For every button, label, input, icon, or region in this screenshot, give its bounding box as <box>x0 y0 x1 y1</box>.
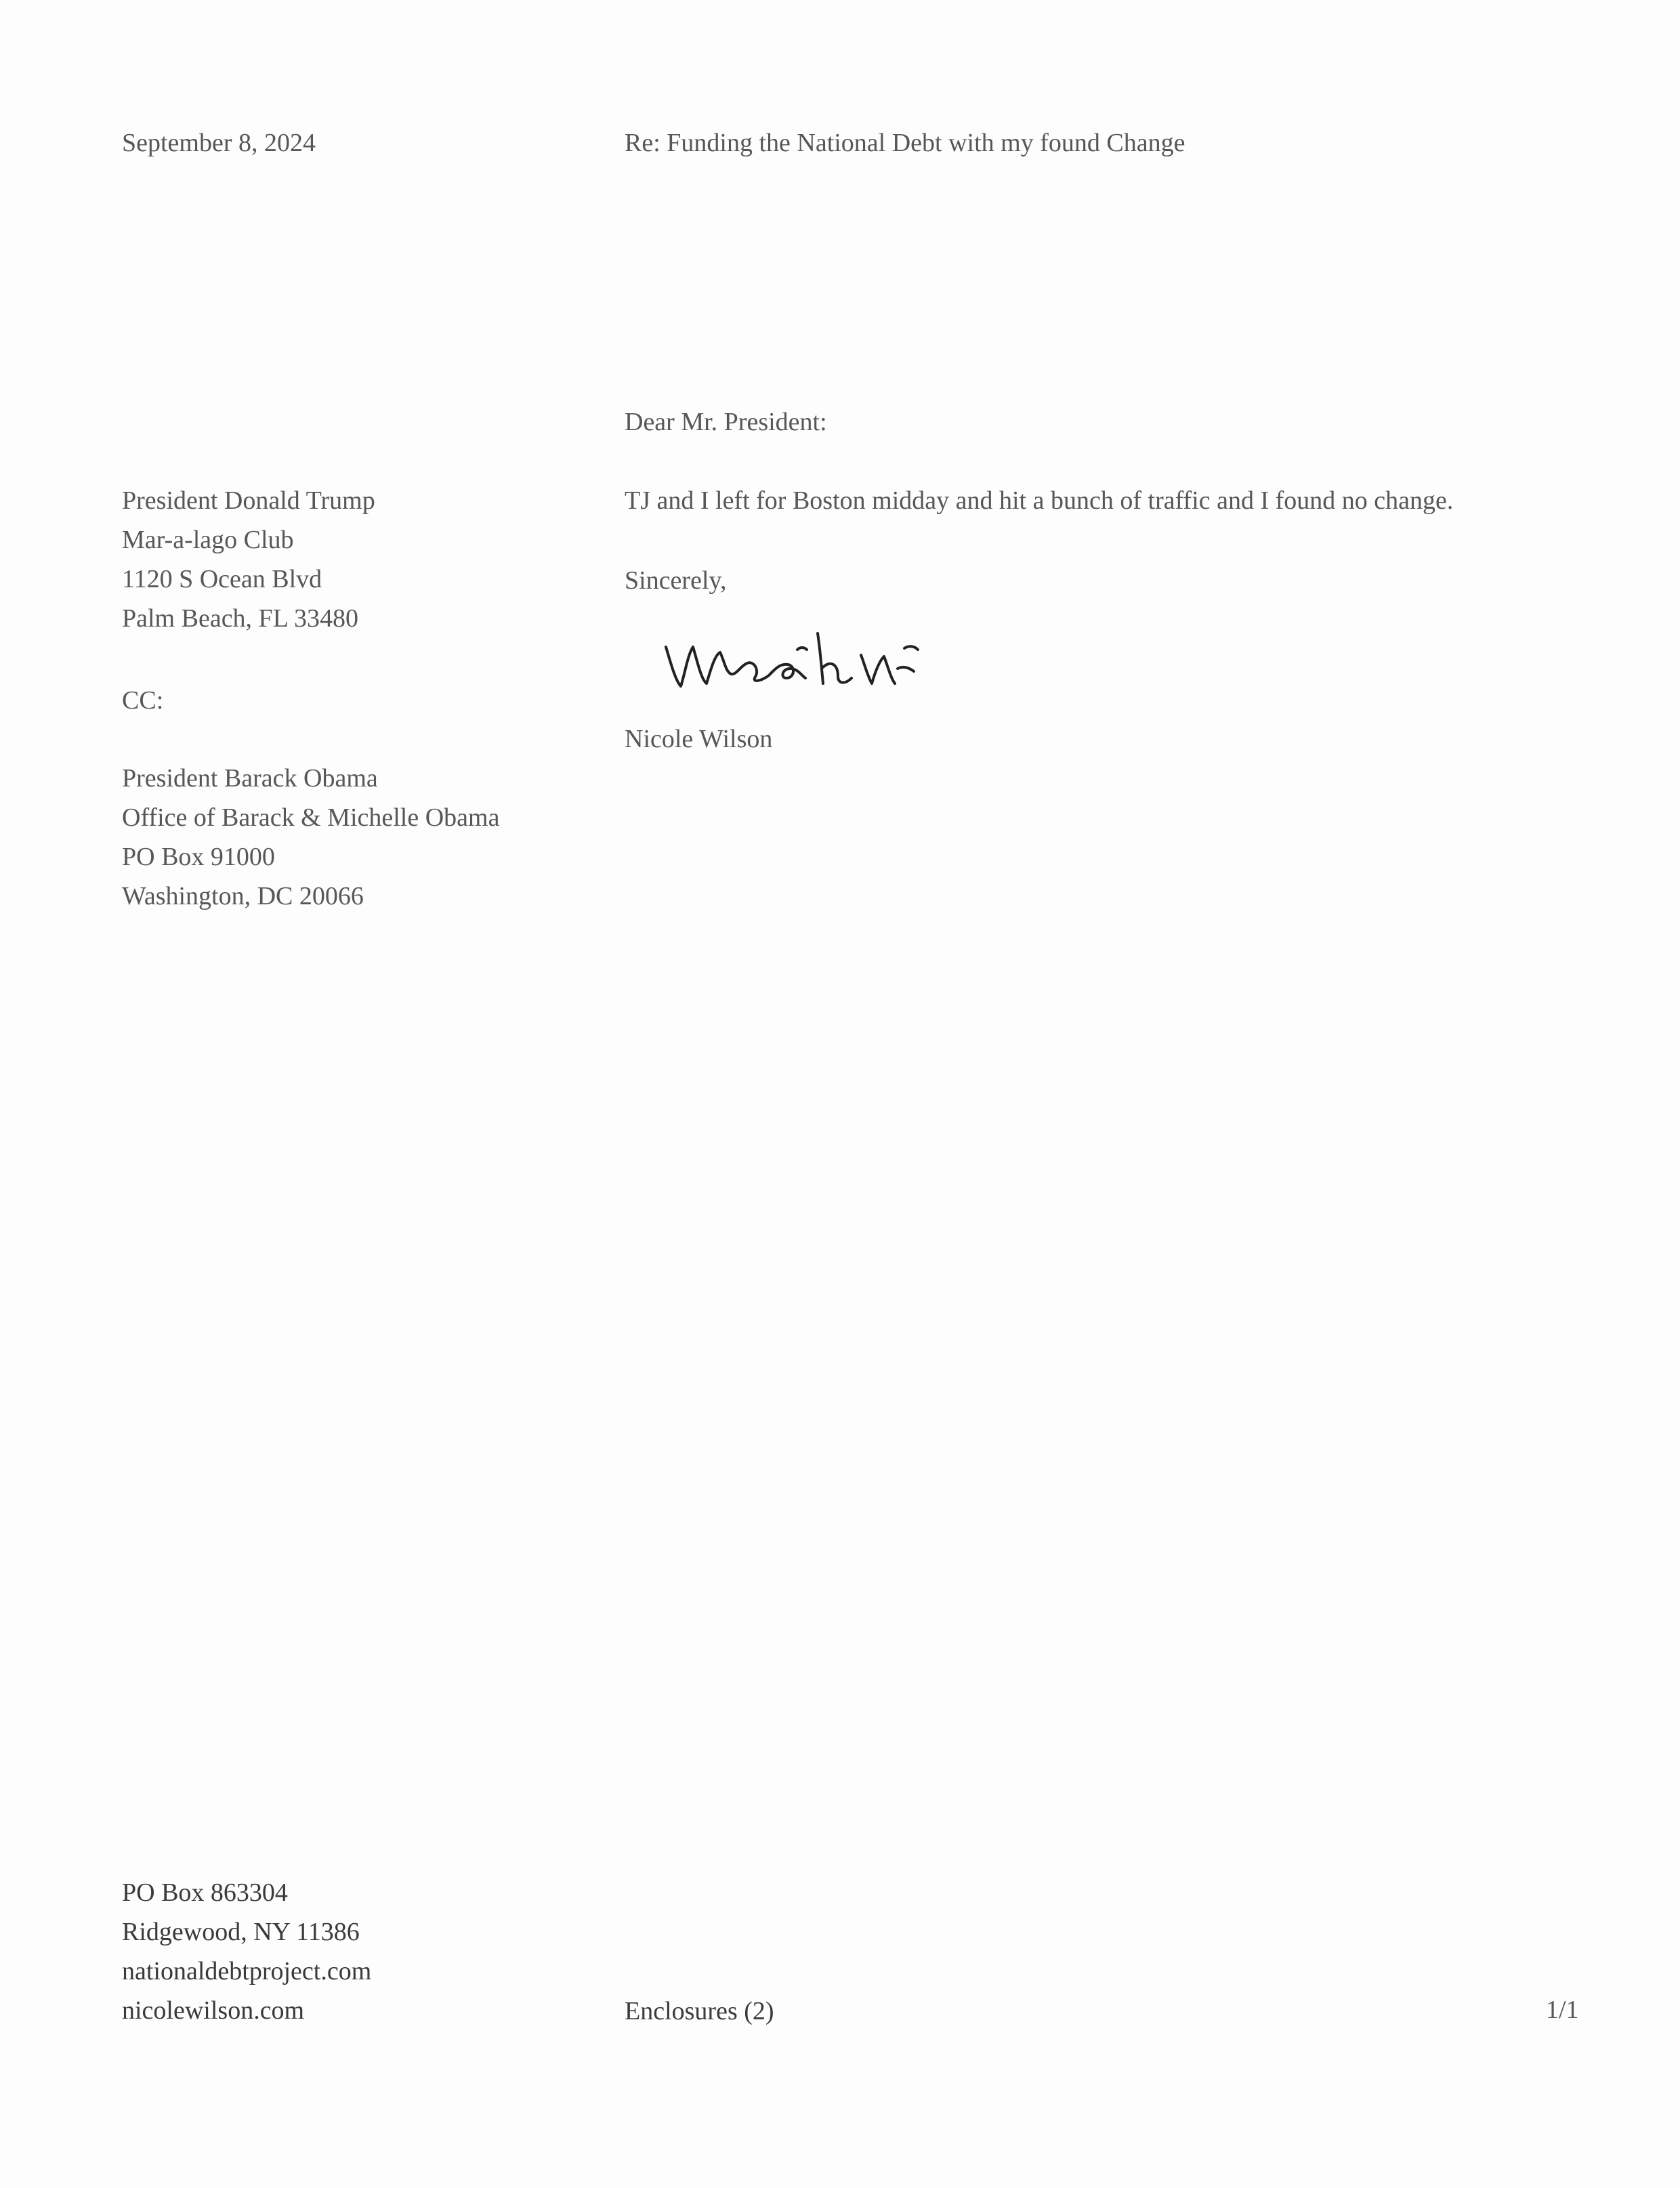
closing: Sincerely, <box>625 566 727 595</box>
sender-website-2: nicolewilson.com <box>122 1996 305 2025</box>
recipient-address <box>122 481 375 638</box>
signer-name: Nicole Wilson <box>625 725 773 753</box>
enclosures-note: Enclosures (2) <box>625 1997 774 2025</box>
cc-recipient-line2: Office of Barack & Michelle Obama <box>122 803 500 832</box>
cc-label: CC: <box>122 686 164 715</box>
letter-subject: Re: Funding the National Debt with my found Change <box>625 129 1185 157</box>
recipient-city: Palm Beach, FL 33480 <box>122 604 358 633</box>
letter-body: TJ and I left for Boston midday and hit a bunch of traffic and I found no change. <box>625 486 1454 515</box>
cc-recipient-city: Washington, DC 20066 <box>122 882 364 910</box>
letter-date: September 8, 2024 <box>122 129 316 157</box>
sender-city: Ridgewood, NY 11386 <box>122 1918 360 1946</box>
cc-recipient-address <box>122 759 499 916</box>
recipient-street: 1120 S Ocean Blvd <box>122 565 322 593</box>
handwritten-signature <box>660 613 992 701</box>
salutation: Dear Mr. President: <box>625 408 827 436</box>
sender-address <box>122 1873 371 2030</box>
cc-recipient-street: PO Box 91000 <box>122 843 275 871</box>
recipient-name: President Donald Trump <box>122 486 375 515</box>
cc-recipient-name: President Barack Obama <box>122 764 378 793</box>
recipient-line2: Mar-a-lago Club <box>122 526 294 554</box>
sender-website-1: nationaldebtproject.com <box>122 1957 372 1985</box>
page-number: 1/1 <box>1546 1996 1579 2024</box>
sender-box: PO Box 863304 <box>122 1878 288 1907</box>
